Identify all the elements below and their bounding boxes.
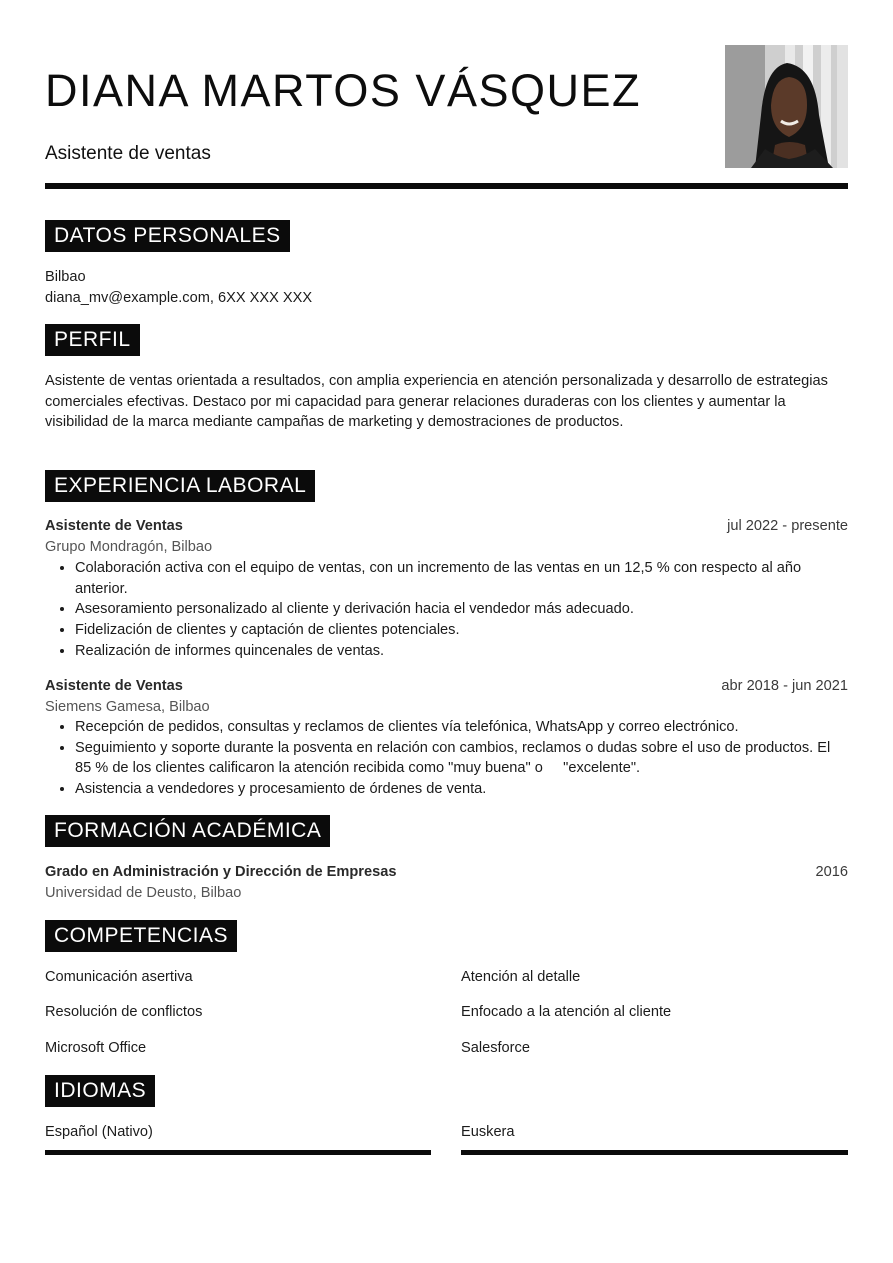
job-title: Asistente de Ventas: [45, 518, 183, 534]
resume-page: [45, 0, 848, 1263]
language-level-fill: [45, 1150, 431, 1155]
section-heading-experience: EXPERIENCIA LABORAL: [45, 470, 315, 502]
job-dates: abr 2018 - jun 2021: [721, 678, 848, 694]
portrait-image: [725, 45, 848, 168]
language-level-fill: [461, 1150, 848, 1155]
language-name: Español (Nativo): [45, 1124, 153, 1140]
section-heading-personal: DATOS PERSONALES: [45, 220, 290, 252]
skill-item: Resolución de conflictos: [45, 1004, 203, 1020]
job-bullet: • Realización de informes quincenales de ventas.: [75, 641, 848, 662]
personal-contact: diana_mv@example.com, 6XX XXX XXX: [45, 290, 313, 306]
header-divider: [45, 183, 848, 189]
job-bullet: • Asesoramiento personalizado al cliente y derivación hacia el vendedor más adecuado.: [75, 599, 848, 620]
job-bullet: • Fidelización de clientes y captación de clientes potenciales.: [75, 620, 848, 641]
job-bullet: • Colaboración activa con el equipo de ventas, con un incremento de las ventas en un 12,5 % con respecto al año anterior.: [75, 558, 848, 599]
skill-item: Comunicación asertiva: [45, 969, 193, 985]
section-heading-skills: COMPETENCIAS: [45, 920, 237, 952]
profile-photo: [725, 45, 848, 168]
job-bullets: [45, 558, 848, 662]
education-school: Universidad de Deusto, Bilbao: [45, 885, 242, 901]
language-name: Euskera: [461, 1124, 515, 1140]
job-bullet: • Asistencia a vendedores y procesamiento de órdenes de venta.: [75, 779, 848, 800]
candidate-name: DIANA MARTOS VÁSQUEZ: [45, 65, 641, 116]
job-bullet: • Seguimiento y soporte durante la posventa en relación con cambios, reclamos o dudas sobre el uso de productos. El 85 % de los clientes calificaron la atención recibida como "muy buena" o "excelente".: [75, 738, 848, 779]
skill-item: Salesforce: [461, 1040, 530, 1056]
education-year: 2016: [815, 864, 848, 880]
section-heading-profile: PERFIL: [45, 324, 140, 356]
job-bullet: • Recepción de pedidos, consultas y reclamos de clientes vía telefónica, WhatsApp y correo electrónico.: [75, 717, 848, 738]
language-level-bar: [461, 1150, 848, 1155]
personal-city: Bilbao: [45, 269, 86, 285]
job-bullets: [45, 717, 848, 800]
section-heading-education: FORMACIÓN ACADÉMICA: [45, 815, 330, 847]
job-title: Asistente de Ventas: [45, 678, 183, 694]
skill-item: Enfocado a la atención al cliente: [461, 1004, 672, 1020]
job-company: Grupo Mondragón, Bilbao: [45, 539, 213, 555]
education-degree: Grado en Administración y Dirección de Empresas: [45, 864, 397, 880]
candidate-role: Asistente de ventas: [45, 143, 211, 164]
language-level-bar: [45, 1150, 431, 1155]
profile-summary: Asistente de ventas orientada a resultados, con amplia experiencia en atención personalizada y desarrollo de estrategias comerciales efectivas. Destaco por mi capacidad para generar relaciones duraderas con los clientes y aumentar la visibilidad de la marca mediante campañas de marketing y demostraciones de productos.: [45, 373, 828, 431]
section-heading-languages: IDIOMAS: [45, 1075, 155, 1107]
job-dates: jul 2022 - presente: [727, 518, 848, 534]
job-company: Siemens Gamesa, Bilbao: [45, 699, 210, 715]
skill-item: Atención al detalle: [461, 969, 581, 985]
skill-item: Microsoft Office: [45, 1040, 147, 1056]
